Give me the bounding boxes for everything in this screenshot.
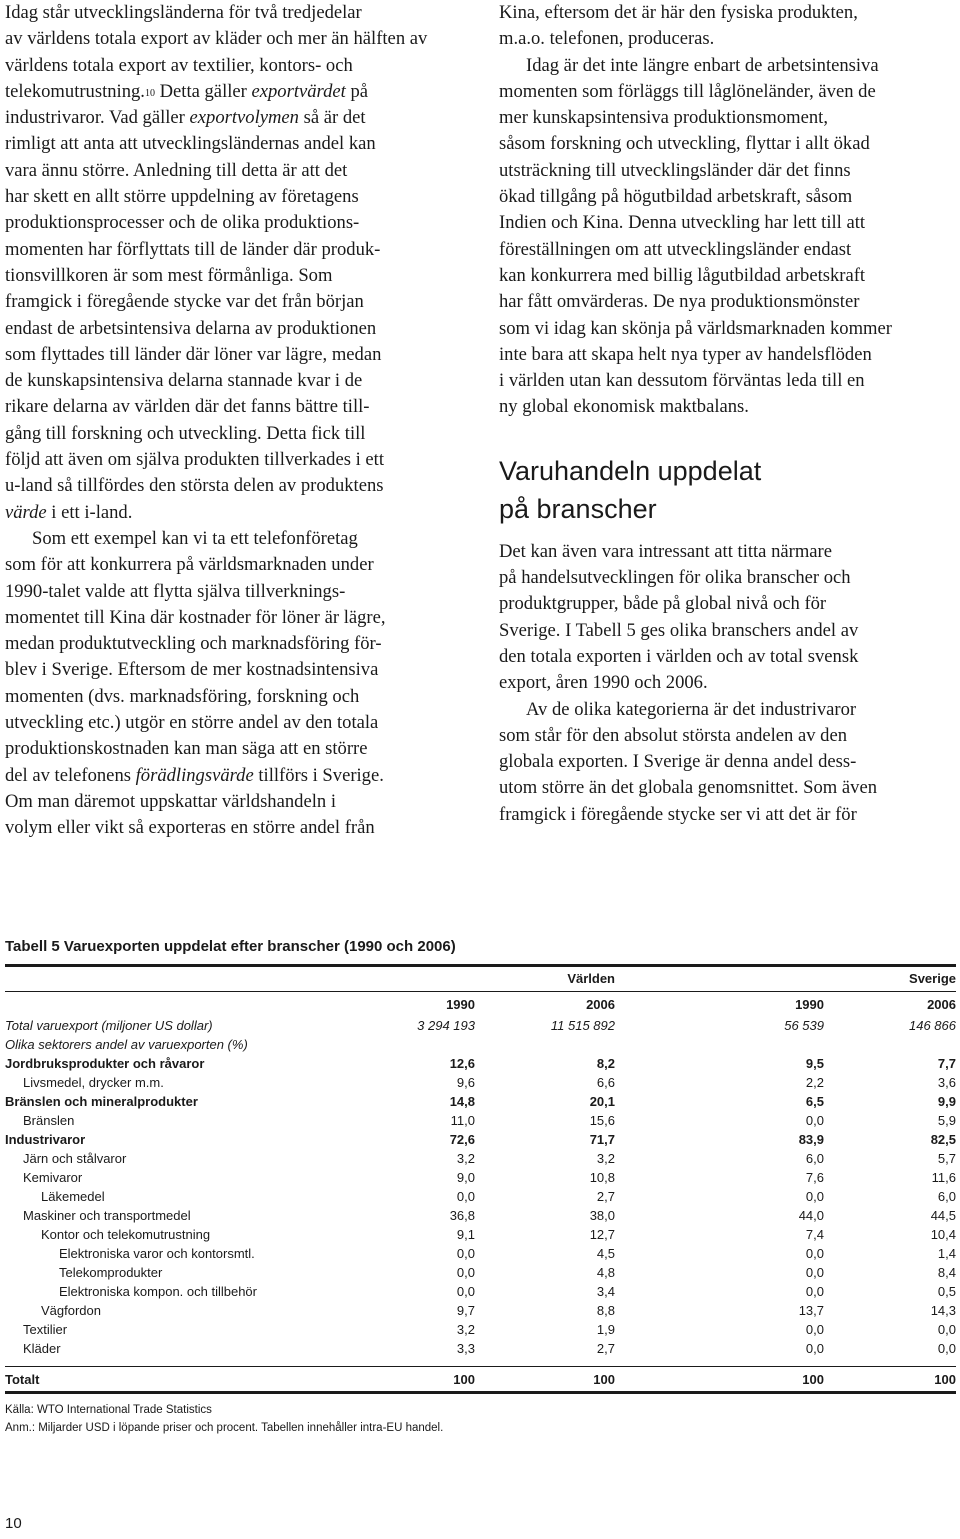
table-cell: 4,5 <box>596 1246 615 1261</box>
export-table <box>5 967 956 991</box>
table-cell <box>615 1035 824 1054</box>
text-line: framgick i föregående stycke var det från början <box>5 291 364 313</box>
table-row-label: Textilier <box>23 1322 68 1337</box>
text-span: telekomutrustning. <box>5 80 145 102</box>
table-cell: 7,4 <box>805 1227 824 1242</box>
text-line: mer kunskapsintensiva produktionsmoment, <box>499 107 828 129</box>
table-cell: 8,2 <box>596 1056 615 1071</box>
table-row <box>5 1035 956 1054</box>
table-year-header-row <box>5 992 956 1016</box>
table-cell <box>370 1035 475 1054</box>
text-span: del av telefonens <box>5 764 136 786</box>
text-line: utsträckning till utvecklingsländer där det finns <box>499 159 851 181</box>
table-row-label: Elektroniska varor och kontorsmtl. <box>59 1246 255 1261</box>
table-cell: 38,0 <box>589 1208 615 1223</box>
table-cell: 5,7 <box>937 1151 956 1166</box>
text-line: momentet till Kina där kostnader för löner är lägre, <box>5 606 386 628</box>
table-cell: 14,3 <box>930 1303 956 1318</box>
table-row-label: Kontor och telekomutrustning <box>41 1227 211 1242</box>
table-row <box>5 1263 956 1282</box>
table-cell: 0,5 <box>937 1284 956 1299</box>
table-cell: 7,6 <box>805 1170 824 1185</box>
table-cell: 3,6 <box>937 1075 956 1090</box>
table-cell: 14,8 <box>449 1094 475 1109</box>
text-line: har skett en allt större uppdelning av företagens <box>5 186 359 208</box>
text-line: rimligt att anta att utvecklingsländernas andel kan <box>5 133 376 155</box>
table-cell <box>824 1035 956 1054</box>
table-row <box>5 1168 956 1187</box>
table-cell: 4,8 <box>596 1265 615 1280</box>
table-cell: 1,9 <box>596 1322 615 1337</box>
table-cell: 0,0 <box>805 1246 824 1261</box>
table-source: Källa: WTO International Trade Statistics <box>5 1404 212 1416</box>
table-cell: 0,0 <box>456 1189 475 1204</box>
text-line: u-land så tillfördes den största delen av produktens <box>5 475 384 497</box>
table-cell: 6,6 <box>596 1075 615 1090</box>
table-row <box>5 1339 956 1358</box>
text-line: momenten (dvs. marknadsföring, forskning och <box>5 685 360 707</box>
text-line: endast de arbetsintensiva delarna av produktionen <box>5 317 377 339</box>
text-line: Av de olika kategorierna är det industrivaror <box>526 698 857 720</box>
table-row-label: Maskiner och transportmedel <box>23 1208 191 1223</box>
emphasis: exportvärdet <box>251 80 346 102</box>
table-cell: 71,7 <box>589 1132 615 1147</box>
table-cell: 72,6 <box>449 1132 475 1147</box>
table-cell: 8,8 <box>596 1303 615 1318</box>
table-row-label: Livsmedel, drycker m.m. <box>23 1075 164 1090</box>
table-cell: 1,4 <box>937 1246 956 1261</box>
table-row <box>5 1244 956 1263</box>
table-row <box>5 1073 956 1092</box>
text-line: såsom forskning och utveckling, flyttar i allt ökad <box>499 133 870 155</box>
page-number: 10 <box>5 1515 22 1532</box>
text-line: momenten som förläggs till låglöneländer, även de <box>499 80 876 102</box>
table-cell: 6,0 <box>805 1151 824 1166</box>
table-row <box>5 1282 956 1301</box>
table-cell: 2,7 <box>596 1341 615 1356</box>
table-cell: 11,6 <box>931 1170 956 1185</box>
text-line: Om man däremot uppskattar världshandeln i <box>5 790 336 812</box>
table-cell: 0,0 <box>937 1322 956 1337</box>
table-cell: 0,0 <box>937 1341 956 1356</box>
table-row-label: Bränslen <box>23 1113 75 1128</box>
column-header: 1990 <box>446 996 475 1012</box>
table-cell: 146 866 <box>909 1018 956 1033</box>
text-line: utom större än det globala genomsnittet. Som även <box>499 777 877 799</box>
text-line: export, åren 1990 och 2006. <box>499 672 708 694</box>
table-cell: Totalt <box>5 1371 40 1387</box>
table-cell: 3,2 <box>456 1322 475 1337</box>
table-cell: 56 539 <box>784 1018 824 1033</box>
table-cell: 3,2 <box>596 1151 615 1166</box>
table-cell: 3,3 <box>456 1341 475 1356</box>
text-line: blev i Sverige. Eftersom de mer kostnadsintensiva <box>5 659 379 681</box>
table-cell: 2,7 <box>596 1189 615 1204</box>
text-line <box>5 763 461 789</box>
export-table-total <box>5 1367 956 1391</box>
table-cell: 83,9 <box>798 1132 824 1147</box>
text-line: globala exporten. I Sverige är denna andel dess- <box>499 751 857 773</box>
table-cell: 100 <box>934 1371 956 1387</box>
table-cell: 100 <box>593 1371 615 1387</box>
table-cell: 36,8 <box>449 1208 475 1223</box>
text-line: världens totala export av textilier, kontors- och <box>5 54 353 76</box>
table-cell: 5,9 <box>937 1113 956 1128</box>
text-line: Indien och Kina. Denna utveckling har lett till att <box>499 212 866 234</box>
table-cell: 3,4 <box>596 1284 615 1299</box>
text-line: följd att även om själva produkten tillverkades i ett <box>5 449 385 471</box>
table-cell: 0,0 <box>456 1246 475 1261</box>
group-header-sweden: Sverige <box>909 971 957 986</box>
text-line: momenten har förflyttats till de länder där produk- <box>5 238 381 260</box>
table-row-label: Kemivaror <box>23 1170 83 1185</box>
table-cell: 9,0 <box>456 1170 475 1185</box>
text-line: ny global ekonomisk maktbalans. <box>499 396 749 418</box>
text-line: m.a.o. telefonen, produceras. <box>499 28 715 50</box>
table-row-label: Jordbruksprodukter och råvaror <box>5 1056 205 1071</box>
text-line: den totala exporten i världen och av total svensk <box>499 645 859 667</box>
table-cell: 12,7 <box>589 1227 615 1242</box>
table-cell: 9,6 <box>456 1075 475 1090</box>
table-cell: 0,0 <box>805 1322 824 1337</box>
table-cell: 6,0 <box>937 1189 956 1204</box>
column-header: 2006 <box>927 996 956 1012</box>
table-cell: 100 <box>802 1371 824 1387</box>
table-cell: 9,1 <box>456 1227 475 1242</box>
table-cell: 2,2 <box>805 1075 824 1090</box>
text-line: medan produktutveckling och marknadsföring för- <box>5 633 382 655</box>
table-cell: 3,2 <box>456 1151 475 1166</box>
table-cell: 0,0 <box>456 1284 475 1299</box>
section-heading-line: Varuhandeln uppdelat <box>499 455 762 486</box>
table-cell: 6,5 <box>805 1094 824 1109</box>
footnote-reference[interactable]: 10 <box>144 87 155 99</box>
table-title: Tabell 5 Varuexporten uppdelat efter branscher (1990 och 2006) <box>5 938 456 955</box>
text-line: av världens totala export av kläder och mer än hälften av <box>5 28 428 50</box>
text-line: har fått omvärderas. De nya produktionsmönster <box>499 291 860 313</box>
table-cell: 9,9 <box>937 1094 956 1109</box>
table-total-row <box>5 1367 956 1391</box>
text-line: Sverige. I Tabell 5 ges olika branschers andel av <box>499 619 859 641</box>
table-row-label: Total varuexport (miljoner US dollar) <box>5 1018 213 1033</box>
table-cell: 44,0 <box>798 1208 824 1223</box>
text-line: kan konkurrera med billig lågutbildad arbetskraft <box>499 264 866 286</box>
text-line: Det kan även vara intressant att titta närmare <box>499 540 832 562</box>
table-section <box>5 937 956 1437</box>
table-row <box>5 1130 956 1149</box>
text-line: som vi idag kan skönja på världsmarknaden kommer <box>499 317 892 339</box>
table-cell: 0,0 <box>805 1265 824 1280</box>
table-row-label: Järn och stålvaror <box>23 1151 127 1166</box>
table-row-label: Kläder <box>23 1341 61 1356</box>
table-rows <box>5 1016 956 1358</box>
group-header-world: Världen <box>567 971 615 986</box>
table-row <box>5 1016 956 1035</box>
table-cell: 10,4 <box>930 1227 956 1242</box>
text-line: föreställningen om att utvecklingsländer endast <box>499 238 852 260</box>
text-line: tionsvillkoren är som mest förmånliga. Som <box>5 264 333 286</box>
section-heading-line: på branscher <box>499 493 657 524</box>
text-span: Detta gäller <box>154 80 252 102</box>
text-line: som flyttades till länder där löner var lägre, medan <box>5 343 382 365</box>
table-cell: 7,7 <box>937 1056 956 1071</box>
emphasis: värde <box>5 501 47 523</box>
text-line: de kunskapsintensiva delarna stannade kvar i de <box>5 370 363 392</box>
text-line: volym eller vikt så exporteras en större andel från <box>5 817 375 839</box>
text-span: på <box>345 80 369 102</box>
table-note: Anm.: Miljarder USD i löpande priser och procent. Tabellen innehåller intra-EU handel. <box>5 1422 444 1434</box>
text-span: så är det <box>298 107 366 129</box>
table-cell: 82,5 <box>930 1132 956 1147</box>
text-line: i världen utan kan dessutom förväntas leda till en <box>499 370 865 392</box>
table-row <box>5 1054 956 1073</box>
table-row-label: Elektroniska kompon. och tillbehör <box>59 1284 257 1299</box>
table-row <box>5 1320 956 1339</box>
table-cell: 44,5 <box>930 1208 956 1223</box>
text-span: industrivaror. Vad gäller <box>5 107 190 129</box>
text-line: Idag står utvecklingsländerna för två tredjedelar <box>5 2 362 23</box>
text-line: ökad tillgång på högutbildad arbetskraft, såsom <box>499 186 853 208</box>
text-line <box>5 105 461 131</box>
table-row <box>5 1206 956 1225</box>
table-row <box>5 1225 956 1244</box>
table-row-label: Läkemedel <box>41 1189 105 1204</box>
left-column <box>5 0 461 842</box>
table-cell: 3 294 193 <box>417 1018 475 1033</box>
export-table-body <box>5 992 956 1358</box>
table-row <box>5 1149 956 1168</box>
table-cell: 0,0 <box>456 1265 475 1280</box>
table-row <box>5 1301 956 1320</box>
table-cell: 10,8 <box>589 1170 615 1185</box>
text-span: tillförs i Sverige. <box>253 764 384 786</box>
column-header: 1990 <box>795 996 824 1012</box>
text-line: som står för den absolut största andelen av den <box>499 724 848 746</box>
table-cell: 0,0 <box>805 1284 824 1299</box>
text-line: produktionsprocesser och de olika produktions- <box>5 212 360 234</box>
text-line <box>5 79 461 105</box>
text-line <box>5 500 461 526</box>
table-cell: 20,1 <box>589 1094 615 1109</box>
table-cell: 15,6 <box>589 1113 615 1128</box>
text-line: Som ett exempel kan vi ta ett telefonföretag <box>32 527 358 549</box>
text-line: Idag är det inte längre enbart de arbetsintensiva <box>526 54 879 76</box>
table-cell: 100 <box>453 1371 475 1387</box>
text-line: produktionskostnaden kan man säga att en större <box>5 738 368 760</box>
text-line: som för att konkurrera på världsmarknaden under <box>5 554 374 576</box>
table-cell: 0,0 <box>805 1341 824 1356</box>
text-line: vara ännu större. Anledning till detta är att det <box>5 159 348 181</box>
table-row <box>5 1092 956 1111</box>
section-heading <box>499 452 955 528</box>
text-line: 1990-talet valde att flytta själva tillverknings- <box>5 580 346 602</box>
table-cell: 9,7 <box>456 1303 475 1318</box>
table-cell: 9,5 <box>805 1056 824 1071</box>
text-line: på handelsutvecklingen för olika branscher och <box>499 567 851 589</box>
table-cell: 0,0 <box>805 1189 824 1204</box>
table-cell: 8,4 <box>937 1265 956 1280</box>
text-line: rikare delarna av världen där det fanns bättre till- <box>5 396 370 418</box>
table-row-label: Vägfordon <box>41 1303 101 1318</box>
text-line: utveckling etc.) utgör en större andel av den totala <box>5 712 379 734</box>
emphasis: exportvolymen <box>189 107 299 129</box>
table-cell: 0,0 <box>805 1113 824 1128</box>
table-cell <box>475 1035 615 1054</box>
text-line: inte bara att skapa helt nya typer av handelsflöden <box>499 343 872 365</box>
text-line: gång till forskning och utveckling. Detta fick till <box>5 422 366 444</box>
table-cell: 11 515 892 <box>550 1018 615 1033</box>
text-line: Kina, eftersom det är här den fysiska produkten, <box>499 2 858 23</box>
table-row <box>5 1111 956 1130</box>
table-cell: 12,6 <box>449 1056 475 1071</box>
table-cell: 11,0 <box>450 1113 475 1128</box>
text-line: framgick i föregående stycke ser vi att det är för <box>499 803 857 825</box>
table-row-label: Industrivaror <box>5 1132 86 1147</box>
table-cell: 13,7 <box>798 1303 824 1318</box>
table-row-label: Bränslen och mineralprodukter <box>5 1094 198 1109</box>
table-row <box>5 1187 956 1206</box>
column-header: 2006 <box>586 996 615 1012</box>
table-row-label: Telekomprodukter <box>59 1265 163 1280</box>
emphasis: förädlingsvärde <box>135 764 254 786</box>
text-span: i ett i-land. <box>46 501 133 523</box>
table-group-header-row <box>5 967 956 991</box>
text-line: produktgrupper, både på global nivå och för <box>499 593 827 615</box>
table-row-label: Olika sektorers andel av varuexporten (%) <box>5 1037 248 1052</box>
right-column <box>499 0 955 828</box>
